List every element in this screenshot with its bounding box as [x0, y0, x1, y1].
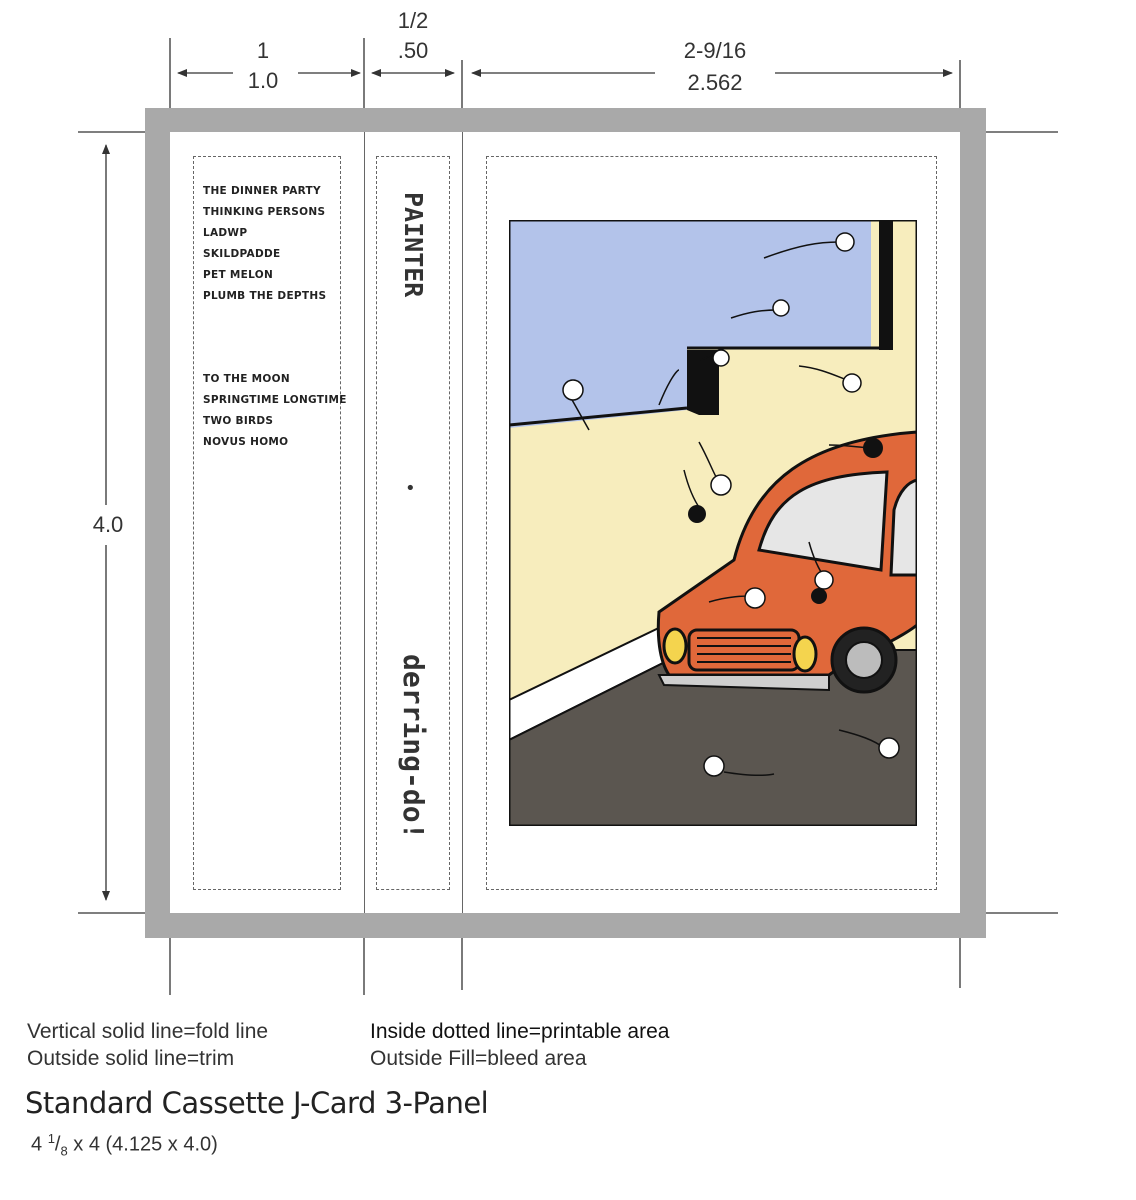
- car-headlight-left: [664, 629, 686, 663]
- track-list-item: SPRINGTIME LONGTIME: [203, 394, 347, 406]
- dim-spine-fraction: 1/2: [397, 8, 429, 33]
- track-list-item: SKILDPADDE: [203, 248, 281, 260]
- back-panel-printable-area: [193, 156, 341, 890]
- track-list-item: NOVUS HOMO: [203, 436, 289, 448]
- legend-printable: Inside dotted line=printable area: [370, 1020, 670, 1043]
- cover-illustration: [509, 220, 917, 826]
- dim-height: 4.0: [92, 512, 124, 537]
- legend-bleed: Outside Fill=bleed area: [370, 1047, 587, 1070]
- fold-line-right: [462, 132, 463, 913]
- subtitle-numerator: 1: [47, 1131, 55, 1146]
- track-list-item: LADWP: [203, 227, 248, 239]
- fold-line-left: [364, 132, 365, 913]
- track-list-item: THINKING PERSONS: [203, 206, 326, 218]
- track-list-item: PLUMB THE DEPTHS: [203, 290, 327, 302]
- track-list-item: PET MELON: [203, 269, 274, 281]
- car-headlight-right: [794, 637, 816, 671]
- page-title: Standard Cassette J-Card 3-Panel: [25, 1086, 489, 1120]
- dim-spine-decimal: .50: [397, 38, 429, 63]
- spine-separator: •: [405, 478, 416, 499]
- spine-album: derring-do!: [397, 654, 430, 840]
- legend-trim: Outside solid line=trim: [27, 1047, 235, 1070]
- dim-left-fraction: 1: [256, 38, 270, 63]
- track-list-item: TO THE MOON: [203, 373, 290, 385]
- dim-front-fraction: 2-9/16: [683, 38, 747, 63]
- subtitle-whole: 4: [31, 1133, 48, 1156]
- track-list-item: THE DINNER PARTY: [203, 185, 321, 197]
- wall-shadow-right: [879, 220, 893, 350]
- page-subtitle: 4 $^1/_8$ x 4 (4.125 x 4.0): [31, 1131, 218, 1159]
- track-list-item: TWO BIRDS: [203, 415, 274, 427]
- legend-fold: Vertical solid line=fold line: [27, 1020, 269, 1043]
- spine-artist: PAINTER: [399, 192, 428, 298]
- car-grille: [689, 630, 799, 670]
- dim-front-decimal: 2.562: [687, 70, 743, 95]
- dim-left-decimal: 1.0: [247, 68, 279, 93]
- subtitle-denominator: 8: [60, 1143, 68, 1159]
- subtitle-rest: x 4 (4.125 x 4.0): [67, 1133, 218, 1156]
